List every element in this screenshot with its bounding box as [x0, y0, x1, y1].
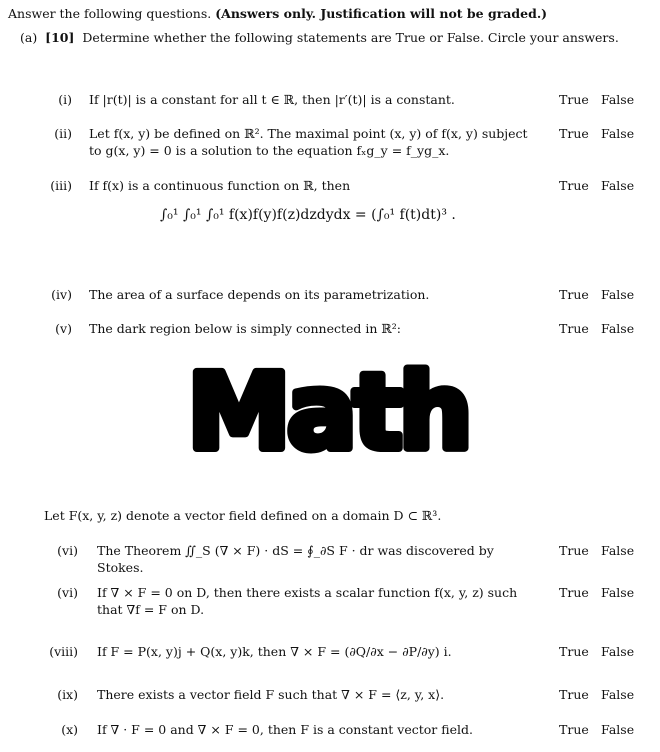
true-option[interactable]: True [559, 687, 589, 702]
item-number: (viii) [49, 644, 78, 659]
false-option[interactable]: False [601, 644, 635, 659]
true-option[interactable]: True [559, 543, 589, 558]
false-option[interactable]: False [601, 287, 635, 302]
item-number: (ix) [57, 687, 78, 702]
part-a-label: (a) [20, 30, 38, 45]
vector-field-intro: Let F(x, y, z) denote a vector field defined on a domain D ⊂ ℝ³. [44, 508, 442, 523]
item-number: (v) [55, 321, 72, 336]
true-option[interactable]: True [559, 287, 589, 302]
false-option[interactable]: False [601, 321, 635, 336]
part-a-points: [10] [45, 30, 75, 45]
false-option[interactable]: False [601, 178, 635, 193]
instructions-bold: (Answers only. Justification will not be graded.) [215, 6, 548, 21]
false-option[interactable]: False [601, 585, 635, 600]
item-statement: If ∇ × F = 0 on D, then there exists a scalar function f(x, y, z) such that ∇f = F on D. [97, 585, 518, 617]
item-statement: If |r(t)| is a constant for all t ∈ ℝ, then |r′(t)| is a constant. [89, 92, 455, 107]
item-statement: The dark region below is simply connected in ℝ²: [89, 321, 401, 336]
item-number: (iii) [50, 178, 72, 193]
false-option[interactable]: False [601, 687, 635, 702]
item-number: (iv) [51, 287, 72, 302]
true-option[interactable]: True [559, 722, 589, 737]
math-word: Math [187, 352, 469, 470]
item-number: (vi) [57, 543, 78, 558]
item-statement: If ∇ · F = 0 and ∇ × F = 0, then F is a constant vector field. [97, 722, 473, 737]
true-option[interactable]: True [559, 321, 589, 336]
instructions [8, 6, 547, 23]
item-statement: If f(x) is a continuous function on ℝ, then [89, 178, 351, 193]
math-region-graphic [148, 352, 508, 470]
item-statement: There exists a vector field F such that ∇ × F = ⟨z, y, x⟩. [97, 687, 445, 702]
instructions-text: Answer the following questions. [8, 6, 212, 21]
false-option[interactable]: False [601, 543, 635, 558]
false-option[interactable]: False [601, 92, 635, 107]
false-option[interactable]: False [601, 722, 635, 737]
true-option[interactable]: True [559, 178, 589, 193]
true-option[interactable]: True [559, 126, 589, 141]
part-a-instruction: Determine whether the following statements are True or False. Circle your answers. [82, 30, 619, 45]
item-number: (i) [58, 92, 72, 107]
item-number: (x) [61, 722, 78, 737]
item-number: (ii) [54, 126, 72, 141]
false-option[interactable]: False [601, 126, 635, 141]
true-option[interactable]: True [559, 585, 589, 600]
part-a-header [20, 30, 619, 47]
item-number: (vi) [57, 585, 78, 600]
triple-integral-formula: ∫₀¹ ∫₀¹ ∫₀¹ f(x)f(y)f(z)dzdydx = (∫₀¹ f(t)dt)³ . [160, 207, 456, 223]
item-statement: If F = P(x, y)j + Q(x, y)k, then ∇ × F = (∂Q/∂x − ∂P/∂y) i. [97, 644, 452, 659]
item-statement: The area of a surface depends on its parametrization. [89, 287, 430, 302]
true-option[interactable]: True [559, 644, 589, 659]
item-statement: Let f(x, y) be defined on ℝ². The maximal point (x, y) of f(x, y) subject to g(x, y) = 0 is a solution to the equation fₓg_y = f_yg_x. [89, 126, 528, 158]
true-option[interactable]: True [559, 92, 589, 107]
item-statement: The Theorem ∬_S (∇ × F) · dS = ∮_∂S F · dr was discovered by Stokes. [97, 543, 494, 575]
